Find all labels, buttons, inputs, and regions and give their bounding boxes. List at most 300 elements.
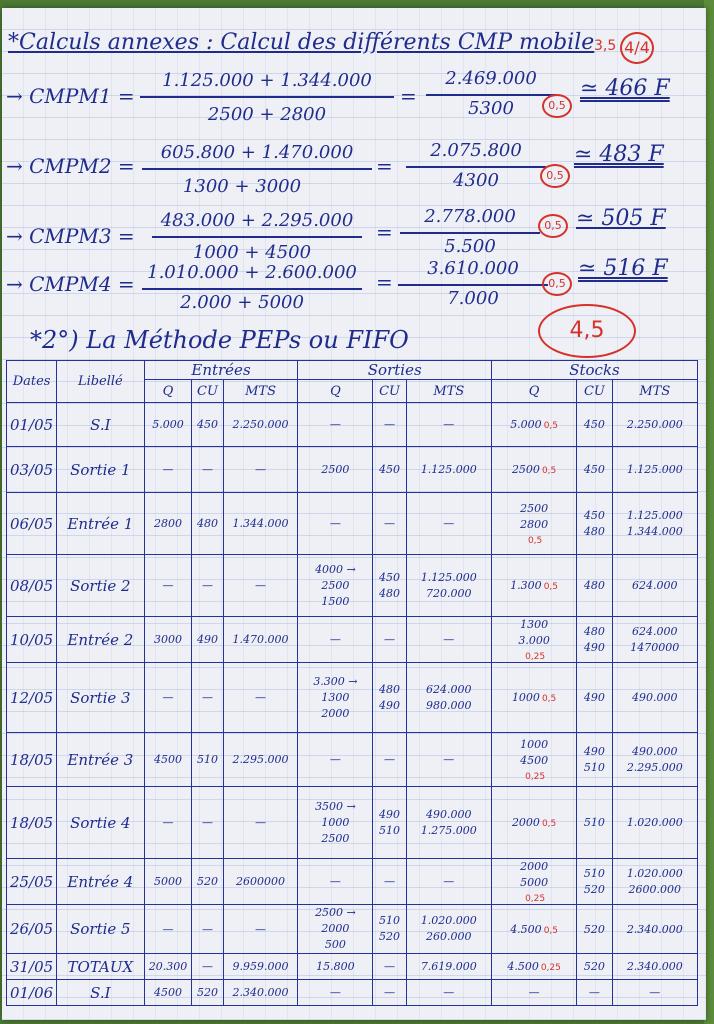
table-row [7,447,698,493]
cell-date [7,859,57,905]
table-row [7,859,698,905]
cell-value: — [255,816,267,829]
cell-value: — [443,418,455,431]
cell-value: S.I [90,983,111,1002]
cell-value: 01/05 [9,415,54,434]
cell-stmt [612,617,697,663]
cell-ecu [192,663,223,733]
cell-line: 1000 [520,738,549,751]
header-cu: CU [373,380,406,403]
cell-value: Entrée 3 [67,750,134,769]
cell-smt [406,954,491,980]
cell-value: 2.295.000 [232,753,289,766]
section-score: 4,5 [538,304,636,358]
cell-date [7,954,57,980]
cell-value: — [528,986,540,999]
cell-lib [57,954,144,980]
cell-value: 2600000 [236,875,286,888]
cell-value: 7.619.000 [420,960,477,973]
cell-smt [406,447,491,493]
cell-value: 2500 [321,463,350,476]
cell-emt [223,447,298,493]
cell-value: 26/05 [9,920,54,938]
cell-value: — [443,753,455,766]
cell-stq [491,787,576,859]
cell-eq [144,859,192,905]
section-title: *2°) La Méthode PEPs ou FIFO [30,326,409,354]
grade-mark: 0,5 [541,819,557,829]
cell-eq [144,980,192,1006]
cell-line: 480 [583,624,605,638]
cell-emt [223,555,298,617]
cell-lib [57,787,144,859]
cell-stq [491,447,576,493]
cell-value: — [329,517,341,530]
cell-value: 3000 [153,633,182,646]
cell-lib [57,617,144,663]
cell-line: 450 [379,570,401,584]
cell-line: 260.000 [426,930,472,943]
cell-value: 450 [583,463,605,476]
cell-emt [223,980,298,1006]
cell-value: — [384,418,396,431]
cell-lib [57,663,144,733]
cell-eq [144,617,192,663]
cell-line: 1.275.000 [420,823,477,837]
cell-value: — [329,875,341,888]
cell-value: — [384,875,396,888]
cell-line: 1300 [520,618,549,631]
table-row [7,905,698,954]
cell-value: 2.340.000 [626,960,683,973]
cell-value: — [329,986,341,999]
header-sorties: Sorties [298,361,491,380]
cell-line: 510 [379,914,401,927]
cell-value: — [443,875,455,888]
cell-value: 490 [583,691,605,704]
cell-value: — [329,633,341,646]
cell-value: — [329,418,341,431]
cell-date [7,555,57,617]
cell-line: 5000 [520,876,549,889]
cell-stmt [612,555,697,617]
cell-eq [144,733,192,787]
formula-score: 0,5 [540,164,570,188]
cell-line: 510 [379,823,401,837]
cell-smt [406,617,491,663]
cell-eq [144,555,192,617]
cell-value: — [255,463,267,476]
cell-smt [406,787,491,859]
header-cu: CU [192,380,223,403]
cell-value: — [162,922,174,936]
cell-sq [298,617,373,663]
header-cu: CU [577,380,612,403]
cell-value: — [384,960,396,973]
cell-stmt [612,733,697,787]
cell-stcu [577,447,612,493]
cell-line: 4500 [520,754,549,767]
cell-date [7,403,57,447]
formula-result-numerator: 2.075.800 [430,140,522,161]
cell-scu [373,447,406,493]
cell-value: 5.000 [152,418,184,431]
cell-scu [373,663,406,733]
cell-value: — [255,691,267,704]
cell-eq [144,447,192,493]
cell-stmt [612,493,697,555]
cell-eq [144,493,192,555]
cell-value: — [162,463,174,476]
cell-sq [298,787,373,859]
cell-eq [144,403,192,447]
cell-value: — [201,691,213,704]
cell-line: 520 [379,930,401,943]
cell-ecu [192,787,223,859]
cell-value: 20.300 [148,960,188,973]
cell-lib [57,447,144,493]
cell-emt [223,787,298,859]
header-mt: MTS [406,380,491,403]
cell-emt [223,617,298,663]
cell-value: 1.300 [510,579,542,592]
cell-sq [298,555,373,617]
page-number: 4/4 [620,32,654,64]
cell-date [7,617,57,663]
formula-label: → CMPM3 = [6,224,135,248]
cell-value: Entrée 2 [67,630,134,649]
cell-lib [57,733,144,787]
cell-value: — [162,691,174,704]
cell-value: 2.340.000 [626,922,683,936]
cell-ecu [192,617,223,663]
cell-stmt [612,787,697,859]
cell-value: — [384,986,396,999]
cell-value: 490 [196,633,218,646]
cell-stcu [577,980,612,1006]
cell-value: — [443,633,455,646]
cell-stcu [577,905,612,954]
cell-stq [491,617,576,663]
cell-emt [223,403,298,447]
cell-value: 450 [379,463,401,476]
formula-label: → CMPM4 = [6,272,135,296]
cell-line: 480 [379,586,401,600]
cell-value: 450 [196,418,218,431]
cell-line: 490 [379,698,401,712]
cell-stq [491,905,576,954]
cell-line: 3.300 → 1300 [313,674,358,704]
table-row [7,663,698,733]
cell-value: 03/05 [9,460,54,479]
cell-scu [373,493,406,555]
cell-value: 490.000 [632,691,678,704]
cell-value: 2800 [153,517,182,530]
cell-line: 2500 [520,502,549,515]
formula-score: 0,5 [538,214,568,238]
cell-stcu [577,954,612,980]
cell-value: 12/05 [9,688,54,707]
cell-lib [57,980,144,1006]
cell-value: 01/06 [9,983,54,1002]
cell-line: 1.344.000 [626,524,683,538]
formula-denominator: 1000 + 4500 [192,242,312,263]
cell-date [7,905,57,954]
cell-sq [298,663,373,733]
cell-eq [144,787,192,859]
cell-value: 18/05 [9,813,54,832]
cell-line: 2500 → 2000 [315,906,356,935]
cell-smt [406,403,491,447]
cell-value: 2.340.000 [232,986,289,999]
cell-line: 490 [583,744,605,758]
cell-line: 2800 [520,518,549,531]
cell-value: 1.125.000 [420,463,477,476]
cell-line: 490 [379,807,401,821]
cell-scu [373,905,406,954]
cell-value: Sortie 5 [70,920,131,938]
cell-line: 1.020.000 [420,914,477,927]
cell-value: — [649,986,661,999]
cell-smt [406,663,491,733]
grade-mark: 0,5 [543,582,559,592]
cell-value: 9.959.000 [232,960,289,973]
cell-smt [406,555,491,617]
cell-sq [298,403,373,447]
cell-value: 4.500 [507,960,539,973]
cell-line: 510 [583,866,605,880]
cell-ecu [192,733,223,787]
cell-stmt [612,905,697,954]
cell-ecu [192,954,223,980]
cell-stq [491,980,576,1006]
formula-denominator: 1300 + 3000 [182,176,302,197]
cell-value: Sortie 1 [70,460,131,479]
cell-stq [491,403,576,447]
cell-ecu [192,859,223,905]
cell-value: 25/05 [9,872,54,891]
cell-value: — [443,517,455,530]
cell-line: 490.000 [632,744,678,758]
cell-emt [223,663,298,733]
cell-value: 15.800 [316,960,355,973]
cell-line: 2000 [321,706,350,720]
cell-emt [223,954,298,980]
formula-result-numerator: 2.778.000 [424,206,516,227]
table-row [7,954,698,980]
notebook-page: *Calculs annexes : Calcul des différents CMP mobile 3,5 4/4 → CMPM1 = 1.125.000 + 1.344.000 2500 + 2800 = 2.469.000 5300 0,5 ≃ 466 F → CMPM2 = 605.800 + 1.470.000 1300 + 3000 = 2.075.800 4300 0,5 ≃ 483 F → CMPM3 = 483.000 + 2.295.000 1000 + 4500 = 2.778.000 5.500 0,5 ≃ 505 F → CMPM4 = 1.010.000 + 2.600.000 2.000 + 5000 = 3.610.000 7.000 0,5 ≃ 516 F *2°) La Méthode PEPs ou FIFO 4,5 Dates Libellé Entrées Sorties Stocks Q CU MTS Q CU MTS Q CU MTS 01/05 S.I 5.000 450 2.250.000 — — — 5.000 0,5 450 2.250.000 03/05 Sortie 1 — — — 2500 450 1.125.000 2500 0,5 450 1.125.000 06/05 Entrée 1 2800 480 1.344.000 — — — 2500 2800 0,5 450 480 1.125.000 1.344.000 08/05 Sortie 2 — — — 4000 → 2500 1500 450 480 1.125.000 720.000 1.300 0,5 480 624.000 10/05 Entrée 2 3000 490 1.470.000 — — — 1300 3.000 0,25 480 490 624.000 1470000 12/05 Sortie 3 — — — 3.300 → 1300 2000 480 490 624.000 980.000 1000 0,5 490 490.000 18/05 Entrée 3 4500 510 2.295.000 — — — 1000 4500 0,25 490 510 490.000 2.295.000 18/05 Sortie 4 — — — 3500 → 1000 2500 490 510 490.000 1.275.000 2000 0,5 510 1.020.000 25/05 Entrée 4 5000 520 2600000 — — — 2000 5000 0,25 510 520 1.020.000 2600.000 26/05 Sortie 5 — — — 2500 → 2000 500 510 520 1.020.000 260.000 4.500 0,5 520 2.340.000 31/05 TOTAUX 20.300 — 9.959.000 15.800 — 7.619.000 4.500 0,25 520 2.340.000 01/06 S.I 4500 520 2.340.000 — — — — — — [2,8,706,1020]
cell-emt [223,905,298,954]
cell-date [7,787,57,859]
cell-scu [373,617,406,663]
formula-result-denominator: 5.500 [444,236,496,257]
cell-stq [491,733,576,787]
cell-line: 624.000 [632,624,678,638]
cell-stcu [577,787,612,859]
cell-value: 31/05 [9,957,54,976]
cell-smt [406,733,491,787]
cell-line: 2.295.000 [626,760,683,774]
formula-score: 0,5 [542,272,572,296]
cell-value: 520 [196,986,218,999]
formula-result-denominator: 5300 [468,98,514,119]
cell-date [7,980,57,1006]
cell-value: 2.250.000 [626,418,683,431]
formula-result-denominator: 7.000 [447,288,499,309]
cell-value: 10/05 [9,630,54,649]
cell-eq [144,954,192,980]
cell-stmt [612,954,697,980]
cell-line: 3.000 [518,634,550,647]
cell-stcu [577,403,612,447]
cell-value: 480 [196,517,218,530]
cell-ecu [192,905,223,954]
cell-value: 2000 [511,816,540,829]
cell-value: — [162,579,174,592]
cell-value: TOTAUX [67,957,134,976]
cell-line: 720.000 [426,586,472,600]
grade-mark: 0,25 [525,772,546,782]
cell-sq [298,905,373,954]
cell-value: Sortie 4 [70,813,131,832]
cell-line: 1.125.000 [626,508,683,522]
formula-numerator: 1.010.000 + 2.600.000 [147,262,357,283]
grade-mark: 0,25 [525,894,546,904]
header-libelle: Libellé [57,361,144,403]
cell-line: 1500 [321,594,350,608]
cell-stmt [612,447,697,493]
cell-date [7,733,57,787]
cell-emt [223,733,298,787]
cell-value: — [384,633,396,646]
cell-line: 1.020.000 [626,866,683,880]
cell-value: — [201,960,213,973]
cell-value: 480 [583,579,605,592]
cell-line: 450 [583,508,605,522]
cell-scu [373,980,406,1006]
table-row [7,787,698,859]
cell-value: 2.250.000 [232,418,289,431]
grade-mark: 0,5 [543,421,559,431]
formula-result-numerator: 3.610.000 [427,258,519,279]
header-mt: MTS [612,380,697,403]
cell-line: 2000 [520,860,549,873]
cell-value: 510 [583,816,605,829]
cell-line: 490 [583,640,605,654]
grade-mark: 0,25 [540,963,561,973]
cell-line: 3500 → 1000 [315,799,356,829]
cell-value: — [588,986,600,999]
cell-value: — [201,463,213,476]
cell-stcu [577,663,612,733]
cell-line: 4000 → 2500 [315,562,356,592]
cell-stmt [612,859,697,905]
cell-smt [406,980,491,1006]
cell-value: 510 [196,753,218,766]
header-dates: Dates [7,361,57,403]
cell-eq [144,663,192,733]
cell-value: 520 [583,960,605,973]
cell-sq [298,859,373,905]
cell-sq [298,980,373,1006]
header-q: Q [298,380,373,403]
cell-lib [57,859,144,905]
formula-label: → CMPM2 = [6,154,135,178]
formula-result: ≃ 483 F [574,142,664,167]
cell-value: — [162,816,174,829]
table-header-groups [7,361,698,380]
fifo-inventory-table [6,360,698,1006]
grade-mark: 0,5 [541,466,557,476]
cell-stcu [577,733,612,787]
cell-stq [491,859,576,905]
cell-value: — [384,753,396,766]
cell-value: — [255,922,267,936]
cell-date [7,493,57,555]
cell-sq [298,733,373,787]
cell-ecu [192,555,223,617]
formula-numerator: 605.800 + 1.470.000 [160,142,354,163]
cell-scu [373,859,406,905]
cell-value: S.I [90,415,111,434]
cell-value: 1.470.000 [232,633,289,646]
cell-value: — [329,753,341,766]
cell-line: 480 [379,682,401,696]
cell-scu [373,555,406,617]
cell-stq [491,663,576,733]
cell-stcu [577,555,612,617]
cell-line: 2600.000 [628,882,682,896]
cell-value: 08/05 [9,576,54,595]
cell-stq [491,493,576,555]
table-row [7,617,698,663]
cell-stmt [612,403,697,447]
cell-scu [373,787,406,859]
cell-value: — [201,816,213,829]
header-entrees: Entrées [144,361,298,380]
formula-result-denominator: 4300 [453,170,499,191]
cell-smt [406,859,491,905]
cell-value: 5000 [153,875,182,888]
formula-label: → CMPM1 = [6,84,135,108]
formula-denominator: 2.000 + 5000 [180,292,304,313]
header-mt: MTS [223,380,298,403]
formula-result: ≃ 466 F [580,76,670,101]
cell-eq [144,905,192,954]
cell-value: 4.500 [510,922,542,936]
header-q: Q [144,380,192,403]
cell-line: 490.000 [426,807,472,821]
formula-denominator: 2500 + 2800 [207,104,327,125]
cell-ecu [192,447,223,493]
cell-emt [223,493,298,555]
cell-value: 450 [583,418,605,431]
cell-lib [57,555,144,617]
cell-value: 06/05 [9,514,54,533]
formula-result: ≃ 505 F [576,206,666,231]
cell-ecu [192,403,223,447]
cell-value: 624.000 [632,579,678,592]
formula-numerator: 483.000 + 2.295.000 [160,210,354,231]
cell-scu [373,733,406,787]
formula-result-numerator: 2.469.000 [445,68,537,89]
table-row [7,555,698,617]
cell-value: 4500 [153,753,182,766]
cell-value: 520 [583,922,605,936]
cell-smt [406,905,491,954]
grade-mark: 0,5 [543,925,559,936]
formula-result: ≃ 516 F [578,256,668,281]
